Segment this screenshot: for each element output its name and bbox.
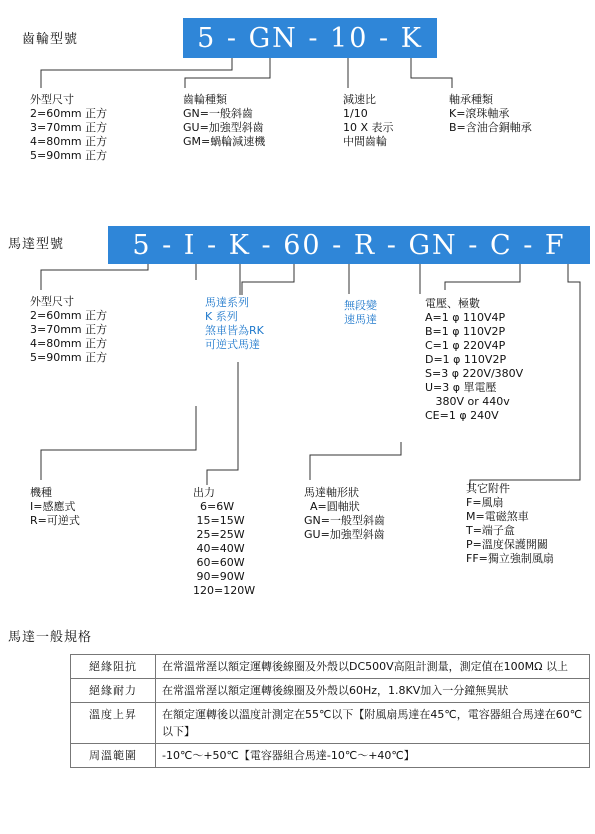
- spec-key: 絕緣耐力: [71, 679, 156, 703]
- motor-accessory-item: FF=獨立強制風扇: [466, 552, 554, 565]
- motor-size-title: 外型尺寸: [30, 295, 74, 308]
- spec-value: 在常溫常溼以額定運轉後線圈及外殼以60Hz，1.8KV加入一分鐘無異狀: [156, 679, 590, 703]
- motor-series-line: K 系列: [205, 310, 238, 323]
- motor-series-line: 煞車皆為RK: [205, 324, 264, 337]
- motor-variable-line: 無段變: [344, 299, 377, 312]
- motor-accessory-item: T=端子盒: [466, 524, 515, 537]
- motor-variable-line: 速馬達: [344, 313, 377, 326]
- motor-output-item: 25=25W: [193, 528, 245, 541]
- motor-accessory-title: 其它附件: [466, 482, 510, 495]
- motor-output-item: 40=40W: [193, 542, 245, 555]
- spec-value: 在額定運轉後以溫度計測定在55℃以下【附風扇馬達在45℃，電容器組合馬達在60℃以下】: [156, 703, 590, 744]
- gear-ratio-item: 1/10: [343, 107, 368, 120]
- gear-ratio-item: 中間齒輪: [343, 135, 387, 148]
- motor-model-title: 馬達型號: [8, 237, 65, 252]
- table-row: [71, 655, 590, 679]
- motor-kind-item: R=可逆式: [30, 514, 80, 527]
- spec-key: 絕緣阻抗: [71, 655, 156, 679]
- table-row: [71, 744, 590, 768]
- motor-size-item: 3=70mm 正方: [30, 323, 108, 336]
- motor-accessory-item: M=電磁煞車: [466, 510, 529, 523]
- gear-ratio-item: 10 X 表示: [343, 121, 394, 134]
- gear-bearing-item: K=滾珠軸承: [449, 107, 510, 120]
- gear-size-item: 2=60mm 正方: [30, 107, 108, 120]
- motor-voltage-item: B=1 φ 110V2P: [425, 325, 506, 338]
- motor-voltage-item: 380V or 440v: [425, 395, 510, 408]
- spec-value: -10℃～+50℃【電容器組合馬達-10℃～+40℃】: [156, 744, 590, 768]
- gear-ratio-block: [343, 93, 394, 149]
- motor-size-item: 5=90mm 正方: [30, 351, 108, 364]
- motor-variable-block: [344, 299, 377, 327]
- motor-size-block: [30, 295, 107, 365]
- gear-type-item: GU=加強型斜齒: [183, 121, 264, 134]
- motor-size-item: 2=60mm 正方: [30, 309, 108, 322]
- gear-size-title: 外型尺寸: [30, 93, 74, 106]
- motor-voltage-item: D=1 φ 110V2P: [425, 353, 507, 366]
- motor-shaft-block: [304, 486, 385, 542]
- gear-type-item: GN=一般斜齒: [183, 107, 253, 120]
- gear-type-item: GM=蝸輪減速機: [183, 135, 266, 148]
- motor-series-line: 馬達系列: [205, 296, 249, 309]
- gear-size-item: 4=80mm 正方: [30, 135, 108, 148]
- spec-title: 馬達一般規格: [8, 630, 93, 645]
- motor-code-bar: 5 - I - K - 60 - R - GN - C - F: [108, 226, 590, 264]
- motor-voltage-item: C=1 φ 220V4P: [425, 339, 506, 352]
- gear-bearing-block: [449, 93, 532, 135]
- table-row: [71, 679, 590, 703]
- motor-accessory-item: P=溫度保護開關: [466, 538, 548, 551]
- gear-size-item: 3=70mm 正方: [30, 121, 108, 134]
- gear-type-title: 齒輪種類: [183, 93, 227, 106]
- motor-shaft-item: GU=加強型斜齒: [304, 528, 385, 541]
- gear-bearing-item: B=含油合銅軸承: [449, 121, 532, 134]
- motor-output-item: 6=6W: [193, 500, 235, 513]
- motor-voltage-title: 電壓、極數: [425, 297, 480, 310]
- gear-bearing-title: 軸承種類: [449, 93, 493, 106]
- motor-accessory-item: F=風扇: [466, 496, 504, 509]
- spec-table: [70, 654, 590, 768]
- motor-size-item: 4=80mm 正方: [30, 337, 108, 350]
- gear-size-block: [30, 93, 107, 163]
- gear-ratio-title: 減速比: [343, 93, 376, 106]
- motor-voltage-item: A=1 φ 110V4P: [425, 311, 506, 324]
- motor-output-item: 15=15W: [193, 514, 245, 527]
- spec-key: 周溫範圍: [71, 744, 156, 768]
- motor-shaft-item: GN=一般型斜齒: [304, 514, 385, 527]
- motor-kind-item: I=感應式: [30, 500, 76, 513]
- table-row: [71, 703, 590, 744]
- gear-type-block: [183, 93, 265, 149]
- motor-output-title: 出力: [193, 486, 215, 499]
- motor-series-block: [205, 296, 264, 352]
- motor-output-item: 120=120W: [193, 584, 256, 597]
- motor-shaft-title: 馬達軸形狀: [304, 486, 359, 499]
- motor-output-item: 90=90W: [193, 570, 245, 583]
- motor-voltage-item: CE=1 φ 240V: [425, 409, 499, 422]
- motor-kind-title: 機種: [30, 486, 52, 499]
- motor-accessory-block: [466, 482, 554, 566]
- spec-key: 溫度上昇: [71, 703, 156, 744]
- motor-voltage-block: [425, 297, 523, 423]
- motor-voltage-item: S=3 φ 220V/380V: [425, 367, 524, 380]
- gear-model-title: 齒輪型號: [22, 32, 79, 47]
- motor-output-item: 60=60W: [193, 556, 245, 569]
- gear-code-bar: 5 - GN - 10 - K: [183, 18, 437, 58]
- motor-voltage-item: U=3 φ 單電壓: [425, 381, 497, 394]
- motor-kind-block: [30, 486, 80, 528]
- motor-series-line: 可逆式馬達: [205, 338, 260, 351]
- gear-size-item: 5=90mm 正方: [30, 149, 108, 162]
- motor-output-block: [193, 486, 255, 598]
- spec-value: 在常溫常溼以額定運轉後線圈及外殼以DC500V高阻計測量，測定值在100MΩ 以上: [156, 655, 590, 679]
- motor-shaft-item: A=圓軸狀: [310, 500, 360, 513]
